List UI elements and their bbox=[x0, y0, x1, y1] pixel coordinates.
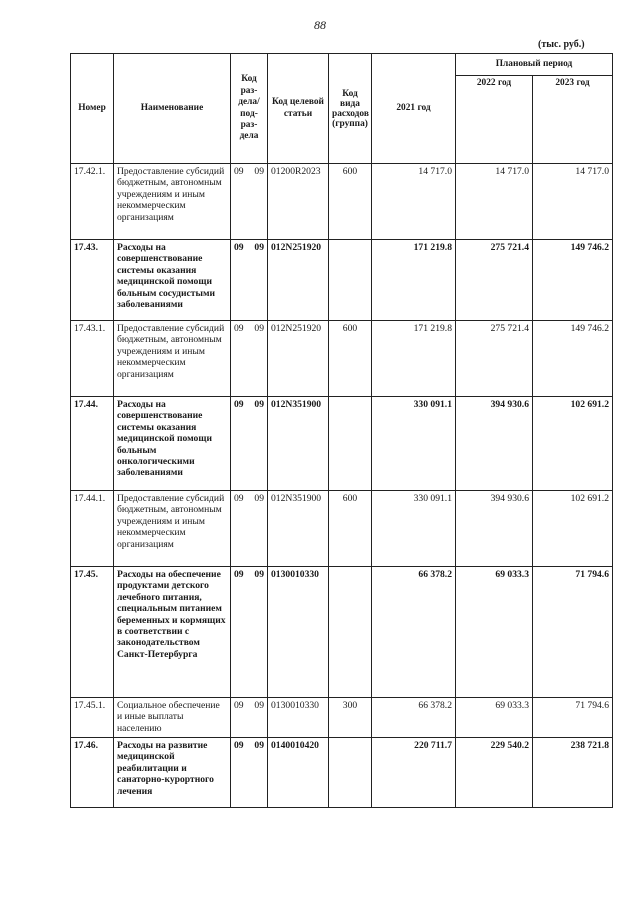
header-expense-type: Код вида расходов (группа) bbox=[329, 54, 372, 164]
row-number: 17.44. bbox=[71, 397, 114, 491]
row-number: 17.45.1. bbox=[71, 698, 114, 738]
budget-table bbox=[70, 53, 613, 808]
row-2023: 14 717.0 bbox=[533, 164, 613, 240]
row-number: 17.44.1. bbox=[71, 491, 114, 567]
row-name: Предоставление субсидий бюджетным, автономным учреждениям и иным некоммерческим организациям bbox=[114, 491, 231, 567]
row-target: 0130010330 bbox=[268, 567, 329, 698]
table-row bbox=[71, 321, 613, 397]
row-2022: 275 721.4 bbox=[456, 240, 533, 321]
page-number: 88 bbox=[314, 18, 326, 32]
row-name: Расходы на развитие медицинской реабилитации и санаторно-курортного лечения bbox=[114, 738, 231, 808]
row-type: 600 bbox=[329, 321, 372, 397]
row-target: 0140010420 bbox=[268, 738, 329, 808]
row-target: 012N251920 bbox=[268, 321, 329, 397]
row-section: 09 09 bbox=[231, 397, 268, 491]
row-2022: 14 717.0 bbox=[456, 164, 533, 240]
row-section: 09 09 bbox=[231, 321, 268, 397]
row-2022: 275 721.4 bbox=[456, 321, 533, 397]
row-2021: 330 091.1 bbox=[372, 397, 456, 491]
row-type bbox=[329, 240, 372, 321]
row-2021: 66 378.2 bbox=[372, 698, 456, 738]
row-2023: 71 794.6 bbox=[533, 698, 613, 738]
row-target: 0130010330 bbox=[268, 698, 329, 738]
row-name: Социальное обеспечение и иные выплаты населению bbox=[114, 698, 231, 738]
row-2023: 149 746.2 bbox=[533, 240, 613, 321]
row-2021: 66 378.2 bbox=[372, 567, 456, 698]
header-2023: 2023 год bbox=[533, 76, 613, 164]
row-2023: 238 721.8 bbox=[533, 738, 613, 808]
row-number: 17.43. bbox=[71, 240, 114, 321]
row-name: Расходы на совершенствование системы оказания медицинской помощи больным сосудистыми заболеваниями bbox=[114, 240, 231, 321]
row-name: Расходы на совершенствование системы оказания медицинской помощи больным онкологическими заболеваниями bbox=[114, 397, 231, 491]
row-number: 17.42.1. bbox=[71, 164, 114, 240]
table-row bbox=[71, 567, 613, 698]
table-row bbox=[71, 164, 613, 240]
row-section: 09 09 bbox=[231, 491, 268, 567]
table-row bbox=[71, 240, 613, 321]
table-row bbox=[71, 491, 613, 567]
table-row bbox=[71, 698, 613, 738]
row-type: 600 bbox=[329, 164, 372, 240]
unit-note: (тыс. руб.) bbox=[538, 39, 585, 50]
header-name: Наименование bbox=[114, 54, 231, 164]
row-2022: 69 033.3 bbox=[456, 698, 533, 738]
row-type: 300 bbox=[329, 698, 372, 738]
row-name: Расходы на обеспечение продуктами детского лечебного питания, специальным питанием беременных и кормящих в соответствии с законодательством Санкт-Петербурга bbox=[114, 567, 231, 698]
row-2021: 220 711.7 bbox=[372, 738, 456, 808]
row-type: 600 bbox=[329, 491, 372, 567]
table-row bbox=[71, 397, 613, 491]
row-2023: 71 794.6 bbox=[533, 567, 613, 698]
row-type bbox=[329, 738, 372, 808]
row-section: 09 09 bbox=[231, 240, 268, 321]
row-section: 09 09 bbox=[231, 567, 268, 698]
header-planned-period: Плановый период bbox=[456, 54, 613, 76]
row-2021: 171 219.8 bbox=[372, 321, 456, 397]
row-target: 012N351900 bbox=[268, 397, 329, 491]
row-2023: 149 746.2 bbox=[533, 321, 613, 397]
row-section: 09 09 bbox=[231, 164, 268, 240]
row-name: Предоставление субсидий бюджетным, автономным учреждениям и иным некоммерческим организациям bbox=[114, 164, 231, 240]
row-section: 09 09 bbox=[231, 698, 268, 738]
header-2022: 2022 год bbox=[456, 76, 533, 164]
header-2021: 2021 год bbox=[372, 54, 456, 164]
row-2023: 102 691.2 bbox=[533, 397, 613, 491]
header-section: Код раз-дела/ под-раз-дела bbox=[231, 54, 268, 164]
table-row bbox=[71, 738, 613, 808]
row-2022: 229 540.2 bbox=[456, 738, 533, 808]
row-2023: 102 691.2 bbox=[533, 491, 613, 567]
header-target: Код целевой статьи bbox=[268, 54, 329, 164]
row-2022: 394 930.6 bbox=[456, 397, 533, 491]
row-target: 012N251920 bbox=[268, 240, 329, 321]
header-number: Номер bbox=[71, 54, 114, 164]
row-2021: 171 219.8 bbox=[372, 240, 456, 321]
row-number: 17.43.1. bbox=[71, 321, 114, 397]
row-number: 17.46. bbox=[71, 738, 114, 808]
row-2021: 14 717.0 bbox=[372, 164, 456, 240]
row-type bbox=[329, 567, 372, 698]
row-2022: 394 930.6 bbox=[456, 491, 533, 567]
row-target: 012N351900 bbox=[268, 491, 329, 567]
row-section: 09 09 bbox=[231, 738, 268, 808]
row-name: Предоставление субсидий бюджетным, автономным учреждениям и иным некоммерческим организациям bbox=[114, 321, 231, 397]
row-type bbox=[329, 397, 372, 491]
row-target: 01200R2023 bbox=[268, 164, 329, 240]
row-2022: 69 033.3 bbox=[456, 567, 533, 698]
row-number: 17.45. bbox=[71, 567, 114, 698]
row-2021: 330 091.1 bbox=[372, 491, 456, 567]
